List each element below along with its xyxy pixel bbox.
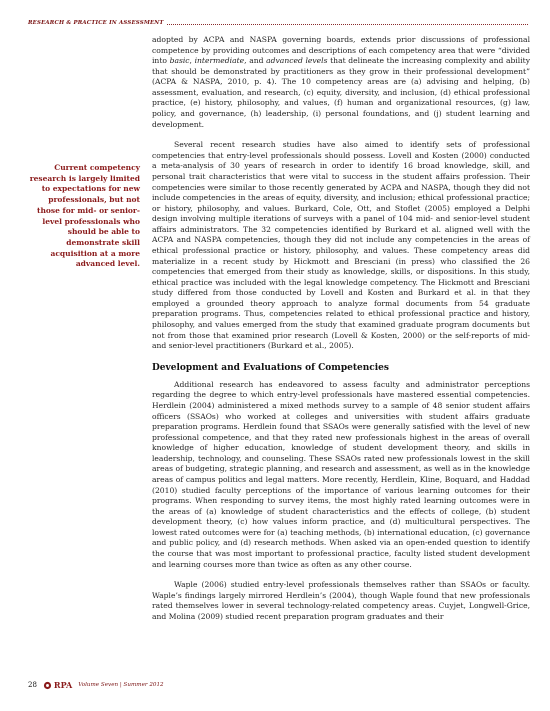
paragraph-competency-studies: Several recent research studies have also aimed to identify sets of professional competencies that entry-level professionals should possess. Lovell and Kosten (2000) conducted a meta-analysis of 30 years of research in order to identify 16 broad knowledge, skill, and personal trait characteristics that were vital to success in the student affairs profession. Their competencies were similar to those recently generated by ACPA and NASPA, though they did not include competencies in the areas of equity, diversity, and inclusion; ethical professional practice; or history, philosophy, and values. Burkard, Cole, Ott, and Stoflet (2005) employed a Delphi design involving multiple iterations of surveys with a panel of 104 mid- and senior-level student affairs administrators. The 32 competencies identified by Burkard et al. aligned well with the ACPA and NASPA competencies, though they did not include any competencies in the areas of ethical professional practice or history, philosophy, and values. These competency areas did materialize in a recent study by Hickmott and Bresciani (in press) who classified the 26 competencies that emerged from their study as knowledge, skills, or dispositions. In this study, ethical practice was included with the legal knowledge competency. The Hickmott and Bresciani study differed from those conducted by Lovell and Kosten and Burkard et al. in that they employed a grounded theory approach to analyze formal documents from 54 graduate preparation programs. Thus, competencies related to ethical professional practice and history, philosophy, and values emerged from the study that examined graduate program documents but not from those that examined prior research (Lovell & Kosten, 2000) or the self-reports of mid- and senior-level practitioners (Burkard et al., 2005). — [152, 140, 530, 351]
emphasis-basic: basic — [169, 56, 190, 66]
section-heading: Development and Evaluations of Competencies — [152, 362, 389, 373]
emphasis-advanced: advanced levels — [266, 56, 328, 66]
paragraph-text: that delineate the increasing complexity and ability that should be demonstrated by practitioners as they grow in their professional development” (ACPA & NASPA, 2010, p. 4). The 10 competency areas are (a) advising and helping, (b) assessment, evaluation, and research, (c) equity, diversity, and inclusion, (d) ethical professional practice, (e) history, philosophy, and values, (f) human and organizational resources, (g) law, policy, and governance, (h) leadership, (i) personal foundations, and (j) student learning and development. — [152, 56, 531, 129]
paragraph-text: , and — [244, 56, 267, 66]
volume-info: Volume Seven | Summer 2012 — [78, 682, 164, 688]
paragraph-text: adopted by ACPA and NASPA governing boards, extends prior discussions of professional competence by providing outcomes and descriptions of each competency area that were “divided into — [152, 35, 530, 66]
page-number: 28 — [28, 681, 37, 689]
page-footer — [28, 678, 164, 692]
logo-text: RPA — [53, 680, 73, 690]
paragraph-text: , — [189, 56, 195, 66]
pull-quote: Current competency research is largely limited to expectations for new professionals, but not those for mid- or senior-level professionals who should be able to demonstrate skill acquisition at a more advanced level. — [29, 163, 140, 269]
running-head — [28, 20, 528, 26]
logo-mark-icon — [43, 681, 52, 690]
rpa-logo — [43, 680, 72, 690]
running-head-title: RESEARCH & PRACTICE IN ASSESSMENT — [28, 20, 164, 26]
body-column — [152, 35, 530, 622]
emphasis-intermediate: intermediate — [194, 56, 245, 66]
paragraph-waple: Waple (2006) studied entry-level professionals themselves rather than SSAOs or faculty. Waple’s findings largely mirrored Herdlein’s (2004), though Waple found that new professionals rated themselves lower in several technology-related competency areas. Cuyjet, Longwell-Grice, and Molina (2009) studied recent preparation program graduates and their — [152, 580, 530, 621]
paragraph-continuation — [152, 35, 530, 130]
running-head-rule — [167, 24, 528, 25]
paragraph-evaluations: Additional research has endeavored to assess faculty and administrator perceptions regarding the degree to which entry-level professionals have mastered essential competencies. Herdlein (2004) administered a mixed methods survey to a sample of 48 senior student affairs officers (SSAOs) who worked at colleges and universities with student affairs graduate preparation programs. Herdlein found that SSAOs were generally satisfied with the level of new professional competence, and that they rated new professionals highest in the areas of overall knowledge of higher education, knowledge of student development theory, and skills in leadership, technology, and counseling. These SSAOs rated new professionals lowest in the skill areas of budgeting, strategic planning, and research and assessment, as well as in the knowledge areas of campus politics and legal matters. More recently, Herdlein, Kline, Boquard, and Haddad (2010) studied faculty perceptions of the importance of various learning outcomes for their programs. When responding to survey items, the most highly rated learning outcomes were in the areas of (a) knowledge of student characteristics and the effects of college, (b) student development theory, (c) how values inform practice, and (d) multicultural perspectives. The lowest rated outcomes were for (a) teaching methods, (b) international education, (c) governance and public policy, and (d) research methods. When asked via an open-ended question to identify the course that was most important to professional practice, faculty listed student development and learning courses more than twice as often as any other course. — [152, 379, 530, 569]
